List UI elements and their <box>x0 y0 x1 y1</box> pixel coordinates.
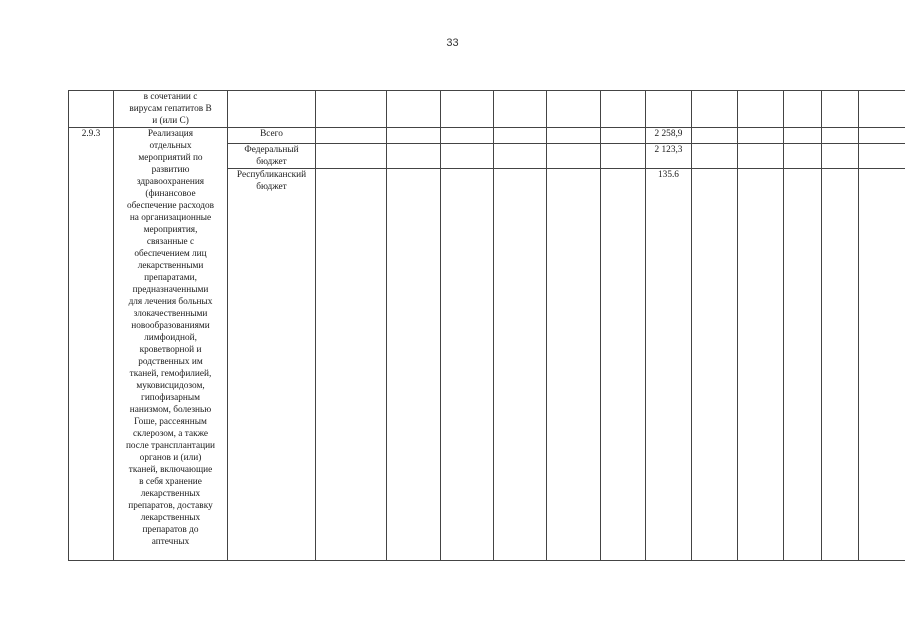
empty-cell <box>387 128 441 144</box>
empty-cell <box>547 91 601 128</box>
empty-cell <box>547 144 601 169</box>
continuation-row <box>69 91 905 128</box>
row-description-cell <box>114 128 228 561</box>
description-line: склерозом, а также <box>132 429 209 439</box>
description-line: лекарственными <box>137 261 204 271</box>
row-number-cell: 2.9.3 <box>69 128 114 561</box>
description-line: мероприятий по <box>138 153 203 163</box>
source-label-line: бюджет <box>256 182 287 192</box>
description-line: препаратами, <box>144 273 197 283</box>
empty-cell <box>738 91 784 128</box>
empty-cell <box>494 91 547 128</box>
empty-cell <box>494 169 547 561</box>
empty-cell <box>692 169 738 561</box>
empty-cell <box>316 169 387 561</box>
table-row-total <box>69 128 905 144</box>
empty-cell <box>601 144 646 169</box>
empty-cell <box>316 128 387 144</box>
description-line: вирусам гепатитов В <box>129 104 212 114</box>
source-label-cell <box>228 169 316 561</box>
description-line: в себя хранение <box>139 477 202 487</box>
source-label-line: Всего <box>260 129 283 139</box>
description-line: гипофизарным <box>141 393 200 403</box>
description-line: препаратов, доставку <box>128 501 213 511</box>
empty-cell <box>784 144 822 169</box>
source-label-line: бюджет <box>256 157 287 167</box>
empty-cell <box>316 144 387 169</box>
description-line: отдельных <box>149 141 192 151</box>
description-line: обеспечение расходов <box>126 201 215 211</box>
empty-cell <box>547 169 601 561</box>
empty-cell <box>547 128 601 144</box>
description-line: препаратов до <box>142 525 199 535</box>
description-line: связанные с <box>146 237 195 247</box>
description-line: (финансовое <box>145 189 196 199</box>
empty-cell <box>692 144 738 169</box>
empty-cell <box>387 91 441 128</box>
empty-cell <box>784 91 822 128</box>
empty-cell <box>738 128 784 144</box>
description-line: обеспечением лиц <box>134 249 207 259</box>
description-line: тканей, гемофилией, <box>129 369 212 379</box>
description-line: кроветворной и <box>139 345 202 355</box>
empty-cell <box>646 91 692 128</box>
description-line: для лечения больных <box>128 297 213 307</box>
description-line: Реализация <box>147 129 194 139</box>
empty-cell <box>692 91 738 128</box>
empty-cell <box>859 144 905 169</box>
empty-cell <box>494 144 547 169</box>
empty-cell <box>601 169 646 561</box>
program-table <box>68 90 905 561</box>
empty-cell <box>494 128 547 144</box>
cont-number-cell <box>69 91 114 128</box>
description-line: лимфоидной, <box>144 333 197 343</box>
description-line: тканей, включающие <box>128 465 213 475</box>
description-line: новообразованиями <box>131 321 210 331</box>
source-label-line: Республиканский <box>236 170 307 180</box>
cont-description-cell <box>114 91 228 128</box>
description-line: после трансплантации <box>125 441 216 451</box>
description-line: Гоше, рассеянным <box>134 417 207 427</box>
empty-cell <box>387 169 441 561</box>
description-line: лекарственных <box>140 513 201 523</box>
description-line: злокачественными <box>133 309 208 319</box>
empty-cell <box>316 91 387 128</box>
description-line: мероприятия, <box>143 225 198 235</box>
empty-cell <box>859 128 905 144</box>
source-label-cell <box>228 144 316 169</box>
description-line: родственных им <box>138 357 203 367</box>
empty-cell <box>822 128 859 144</box>
page-number: 33 <box>446 37 459 49</box>
empty-cell <box>601 128 646 144</box>
empty-cell <box>822 144 859 169</box>
description-line: предназначенными <box>132 285 209 295</box>
empty-cell <box>859 169 905 561</box>
empty-cell <box>784 169 822 561</box>
source-label-line: Федеральный <box>244 145 299 155</box>
description-line: на организационные <box>129 213 212 223</box>
description-line: муковисцидозом, <box>136 381 205 391</box>
source-label-cell <box>228 128 316 144</box>
empty-cell <box>228 91 316 128</box>
description-line: аптечных <box>151 537 190 547</box>
empty-cell <box>441 169 494 561</box>
empty-cell <box>441 144 494 169</box>
empty-cell <box>859 91 905 128</box>
source-value-cell: 2 258,9 <box>646 128 692 144</box>
description-line: и (или С) <box>152 116 189 126</box>
empty-cell <box>441 128 494 144</box>
empty-cell <box>692 128 738 144</box>
empty-cell <box>387 144 441 169</box>
empty-cell <box>784 128 822 144</box>
description-line: в сочетании с <box>143 92 198 102</box>
source-value-cell: 2 123,3 <box>646 144 692 169</box>
empty-cell <box>822 169 859 561</box>
source-value-cell: 135.6 <box>646 169 692 561</box>
description-line: развитию <box>151 165 190 175</box>
description-line: органов и (или) <box>139 453 202 463</box>
empty-cell <box>441 91 494 128</box>
empty-cell <box>822 91 859 128</box>
description-line: нанизмом, болезнью <box>129 405 212 415</box>
empty-cell <box>738 144 784 169</box>
empty-cell <box>738 169 784 561</box>
description-line: лекарственных <box>140 489 201 499</box>
description-line: здравоохранения <box>136 177 205 187</box>
empty-cell <box>601 91 646 128</box>
